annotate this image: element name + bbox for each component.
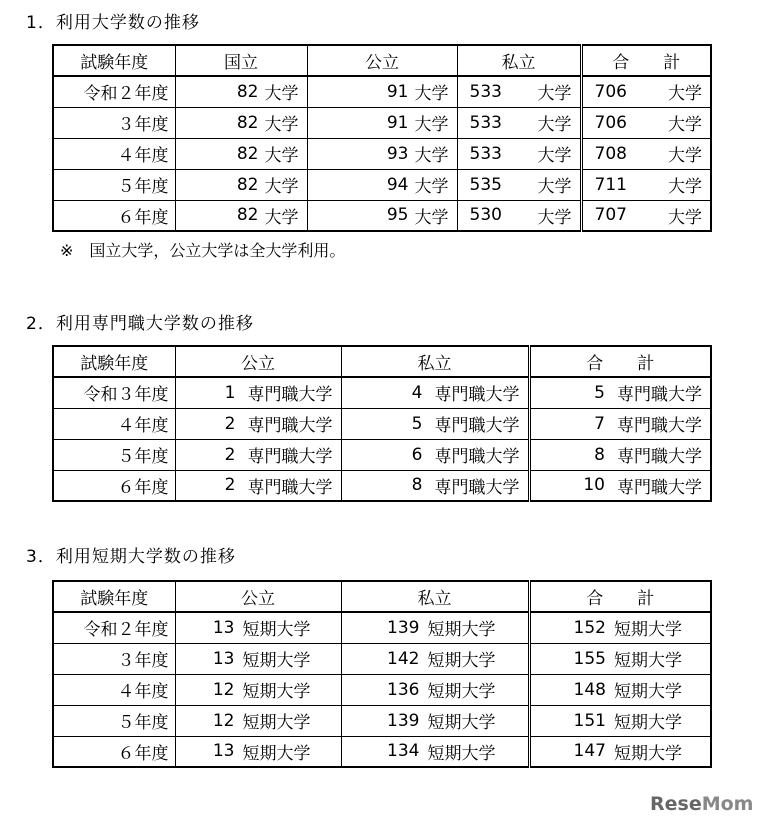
year-cell: ４年度 <box>53 408 175 439</box>
unit: 大学 <box>537 84 572 105</box>
header-year: 試験年度 <box>53 346 175 377</box>
header-public: 公立 <box>175 346 341 377</box>
unit: 専門職大学 <box>434 385 520 406</box>
value: 148 <box>573 679 606 700</box>
header-public: 公立 <box>175 581 341 612</box>
value: 82 <box>236 174 259 195</box>
table-row <box>53 674 711 705</box>
section-2-title: 2．利用専門職大学数の推移 <box>26 314 254 334</box>
unit: 短期大学 <box>427 713 496 733</box>
header-year: 試験年度 <box>53 581 175 612</box>
table-row <box>53 169 711 200</box>
year-cell: ５年度 <box>53 169 175 200</box>
value: 12 <box>212 679 235 700</box>
value: 8 <box>411 475 423 496</box>
unit: 専門職大学 <box>617 416 702 436</box>
value: 82 <box>236 112 259 133</box>
national-cell <box>175 200 307 231</box>
value: 136 <box>387 679 420 700</box>
unit: 短期大学 <box>242 682 311 702</box>
total-cell <box>529 408 711 439</box>
total-cell <box>581 169 711 200</box>
value: 13 <box>212 741 235 762</box>
unit: 短期大学 <box>427 743 496 764</box>
header-private: 私立 <box>457 45 581 76</box>
private-cell <box>341 408 529 439</box>
private-cell <box>341 674 529 705</box>
table-row <box>53 705 711 736</box>
value: 91 <box>386 81 409 102</box>
private-cell <box>457 169 581 200</box>
unit: 大学 <box>414 207 449 228</box>
value: 533 <box>469 143 502 164</box>
table-header-row <box>53 45 711 76</box>
unit: 大学 <box>414 146 449 166</box>
public-cell <box>307 76 457 107</box>
public-cell <box>307 107 457 138</box>
university-count-table <box>52 44 712 232</box>
value: 4 <box>411 382 423 403</box>
public-cell <box>175 674 341 705</box>
public-cell <box>175 470 341 501</box>
header-total: 合 計 <box>529 346 711 377</box>
table-row <box>53 643 711 674</box>
value: 151 <box>573 710 606 731</box>
national-cell <box>175 138 307 169</box>
year-cell: ５年度 <box>53 705 175 736</box>
total-cell <box>529 705 711 736</box>
value: 139 <box>387 710 420 731</box>
unit: 短期大学 <box>427 620 496 641</box>
public-cell <box>175 643 341 674</box>
value: 152 <box>573 617 606 638</box>
year-cell: 令和２年度 <box>53 76 175 107</box>
value: 91 <box>386 112 409 133</box>
value: 533 <box>469 112 502 133</box>
unit: 大学 <box>264 177 299 197</box>
private-cell <box>457 200 581 231</box>
value: 12 <box>212 710 235 731</box>
year-cell: ３年度 <box>53 107 175 138</box>
total-cell <box>581 107 711 138</box>
value: 139 <box>387 617 420 638</box>
value: 10 <box>583 475 605 496</box>
private-cell <box>341 736 529 767</box>
value: 707 <box>594 205 627 226</box>
section-1-title: 1．利用大学数の推移 <box>26 13 200 33</box>
total-cell <box>581 138 711 169</box>
value: 155 <box>573 648 606 669</box>
private-cell <box>341 439 529 470</box>
value: 7 <box>594 413 605 434</box>
header-year: 試験年度 <box>53 45 175 76</box>
value: 711 <box>594 174 627 195</box>
table-row <box>53 138 711 169</box>
public-cell <box>175 408 341 439</box>
value: 533 <box>469 81 502 102</box>
unit: 大学 <box>414 177 449 197</box>
header-total: 合 計 <box>581 45 711 76</box>
unit: 大学 <box>668 146 702 166</box>
unit: 短期大学 <box>242 743 311 764</box>
value: 94 <box>386 174 409 195</box>
value: 2 <box>224 444 236 465</box>
unit: 短期大学 <box>427 651 496 671</box>
unit: 短期大学 <box>427 682 496 702</box>
table-header-row <box>53 346 711 377</box>
unit: 大学 <box>668 84 702 105</box>
logo-text-b: Mom <box>701 793 754 815</box>
private-cell <box>341 377 529 408</box>
total-cell <box>581 200 711 231</box>
national-cell <box>175 107 307 138</box>
unit: 大学 <box>264 115 299 135</box>
unit: 大学 <box>264 207 299 228</box>
value: 535 <box>469 174 502 195</box>
table-row <box>53 377 711 408</box>
table-row <box>53 408 711 439</box>
value: 82 <box>236 81 259 102</box>
unit: 大学 <box>537 146 572 166</box>
header-total: 合 計 <box>529 581 711 612</box>
unit: 短期大学 <box>242 713 311 733</box>
value: 82 <box>236 205 259 226</box>
header-private: 私立 <box>341 581 529 612</box>
unit: 短期大学 <box>614 651 682 671</box>
public-cell <box>307 200 457 231</box>
table-row <box>53 107 711 138</box>
private-cell <box>341 612 529 643</box>
unit: 大学 <box>414 115 449 135</box>
footnote: ※ 国立大学，公立大学は全大学利用。 <box>60 241 346 260</box>
total-cell <box>581 76 711 107</box>
table-row <box>53 76 711 107</box>
public-cell <box>175 439 341 470</box>
private-cell <box>457 138 581 169</box>
unit: 大学 <box>537 177 572 197</box>
value: 530 <box>469 205 502 226</box>
unit: 大学 <box>668 207 702 228</box>
value: 142 <box>387 648 420 669</box>
unit: 専門職大学 <box>247 447 333 467</box>
total-cell <box>529 612 711 643</box>
unit: 大学 <box>537 115 572 135</box>
value: 2 <box>224 475 236 496</box>
value: 93 <box>386 143 409 164</box>
table-row <box>53 470 711 501</box>
national-cell <box>175 169 307 200</box>
professional-university-count-table <box>52 345 712 502</box>
year-cell: ５年度 <box>53 439 175 470</box>
public-cell <box>175 377 341 408</box>
value: 706 <box>594 112 627 133</box>
unit: 大学 <box>414 84 449 105</box>
unit: 短期大学 <box>614 743 682 764</box>
public-cell <box>307 138 457 169</box>
unit: 専門職大学 <box>247 385 333 406</box>
private-cell <box>341 470 529 501</box>
unit: 短期大学 <box>242 651 311 671</box>
national-cell <box>175 76 307 107</box>
unit: 専門職大学 <box>617 477 702 498</box>
year-cell: ３年度 <box>53 643 175 674</box>
value: 8 <box>594 444 605 465</box>
unit: 大学 <box>264 146 299 166</box>
year-cell: ４年度 <box>53 674 175 705</box>
unit: 短期大学 <box>614 713 682 733</box>
junior-college-count-table <box>52 580 712 768</box>
total-cell <box>529 643 711 674</box>
value: 6 <box>411 444 423 465</box>
logo-text-a: Rese <box>650 793 702 815</box>
table-row <box>53 612 711 643</box>
unit: 専門職大学 <box>617 385 702 406</box>
total-cell <box>529 736 711 767</box>
total-cell <box>529 470 711 501</box>
unit: 短期大学 <box>242 620 311 641</box>
total-cell <box>529 377 711 408</box>
private-cell <box>457 107 581 138</box>
total-cell <box>529 674 711 705</box>
unit: 専門職大学 <box>617 447 702 467</box>
year-cell: ４年度 <box>53 138 175 169</box>
unit: 大学 <box>264 84 299 105</box>
unit: 専門職大学 <box>247 416 333 436</box>
header-private: 私立 <box>341 346 529 377</box>
private-cell <box>457 76 581 107</box>
private-cell <box>341 705 529 736</box>
header-national: 国立 <box>175 45 307 76</box>
value: 2 <box>224 413 236 434</box>
table-row <box>53 439 711 470</box>
value: 95 <box>386 205 409 226</box>
value: 1 <box>224 382 236 403</box>
year-cell: 令和２年度 <box>53 612 175 643</box>
value: 134 <box>387 741 420 762</box>
unit: 専門職大学 <box>247 477 333 498</box>
table-row <box>53 736 711 767</box>
year-cell: 令和３年度 <box>53 377 175 408</box>
public-cell <box>307 169 457 200</box>
section-3-title: 3．利用短期大学数の推移 <box>26 547 236 567</box>
public-cell <box>175 736 341 767</box>
private-cell <box>341 643 529 674</box>
unit: 専門職大学 <box>434 477 520 498</box>
value: 5 <box>594 382 605 403</box>
table-row <box>53 200 711 231</box>
public-cell <box>175 612 341 643</box>
year-cell: ６年度 <box>53 736 175 767</box>
value: 706 <box>594 81 627 102</box>
total-cell <box>529 439 711 470</box>
unit: 専門職大学 <box>434 416 520 436</box>
year-cell: ６年度 <box>53 200 175 231</box>
unit: 短期大学 <box>614 682 682 702</box>
unit: 大学 <box>668 177 702 197</box>
value: 708 <box>594 143 627 164</box>
table-header-row <box>53 581 711 612</box>
value: 5 <box>411 413 423 434</box>
unit: 大学 <box>537 207 572 228</box>
year-cell: ６年度 <box>53 470 175 501</box>
value: 82 <box>236 143 259 164</box>
value: 13 <box>212 648 235 669</box>
value: 13 <box>212 617 235 638</box>
public-cell <box>175 705 341 736</box>
header-public: 公立 <box>307 45 457 76</box>
value: 147 <box>573 741 606 762</box>
unit: 大学 <box>668 115 702 135</box>
unit: 短期大学 <box>614 620 682 641</box>
resemom-logo <box>650 793 753 815</box>
unit: 専門職大学 <box>434 447 520 467</box>
